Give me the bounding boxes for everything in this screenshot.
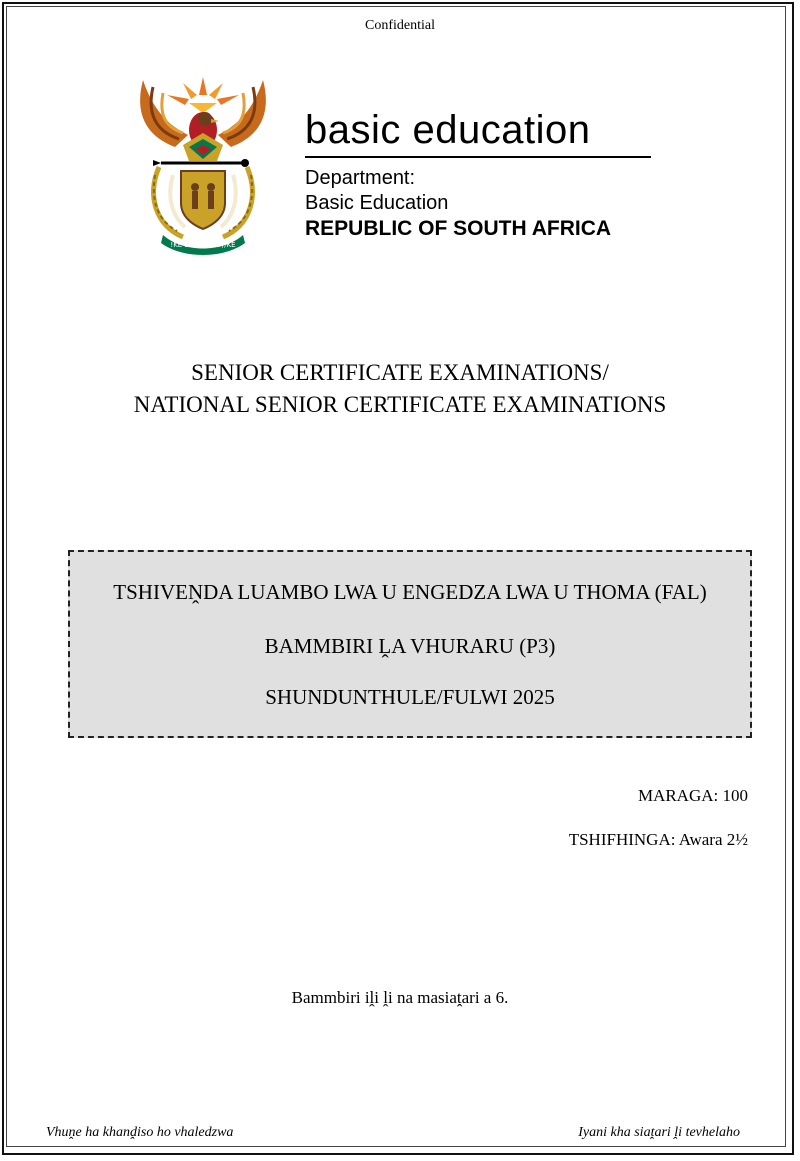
exam-duration: TSHIFHINGA: Awara 2½	[568, 830, 748, 849]
footer-copyright: Vhuṋe ha khanḓiso ho vhaledzwa	[46, 1125, 234, 1140]
page-count-note: Bammbiri iḽi ḽi na masiaṱari a 6.	[291, 988, 509, 1007]
coat-of-arms-icon	[133, 75, 273, 255]
exam-heading-line1: SENIOR CERTIFICATE EXAMINATIONS/	[191, 360, 609, 385]
brand-title: basic education	[305, 108, 591, 152]
total-marks: MARAGA: 100	[637, 786, 748, 805]
subject-box	[68, 550, 752, 738]
brand-divider	[305, 156, 651, 158]
brand-department: Department:	[305, 167, 416, 189]
shield	[181, 171, 225, 229]
confidential-label: Confidential	[365, 18, 435, 33]
brand-country: REPUBLIC OF SOUTH AFRICA	[305, 217, 612, 240]
department-branding	[305, 106, 655, 241]
subject-title: TSHIVEṊDA LUAMBO LWA U ENGEDZA LWA U THOMA (FAL)	[113, 580, 707, 604]
exam-heading-line2: NATIONAL SENIOR CERTIFICATE EXAMINATIONS	[133, 392, 667, 417]
exam-session: SHUNDUNTHULE/FULWI 2025	[265, 685, 555, 709]
motto-text: !KE E: /XARRA //KE	[170, 241, 236, 249]
footer-turn-over: Iyani kha siaṱari ḽi tevhelaho	[578, 1125, 740, 1140]
sun-rays	[167, 77, 239, 113]
exam-heading	[0, 357, 800, 421]
paper-number: BAMMBIRI ḼA VHURARU (P3)	[264, 634, 556, 658]
brand-basic-education: Basic Education	[305, 192, 449, 214]
